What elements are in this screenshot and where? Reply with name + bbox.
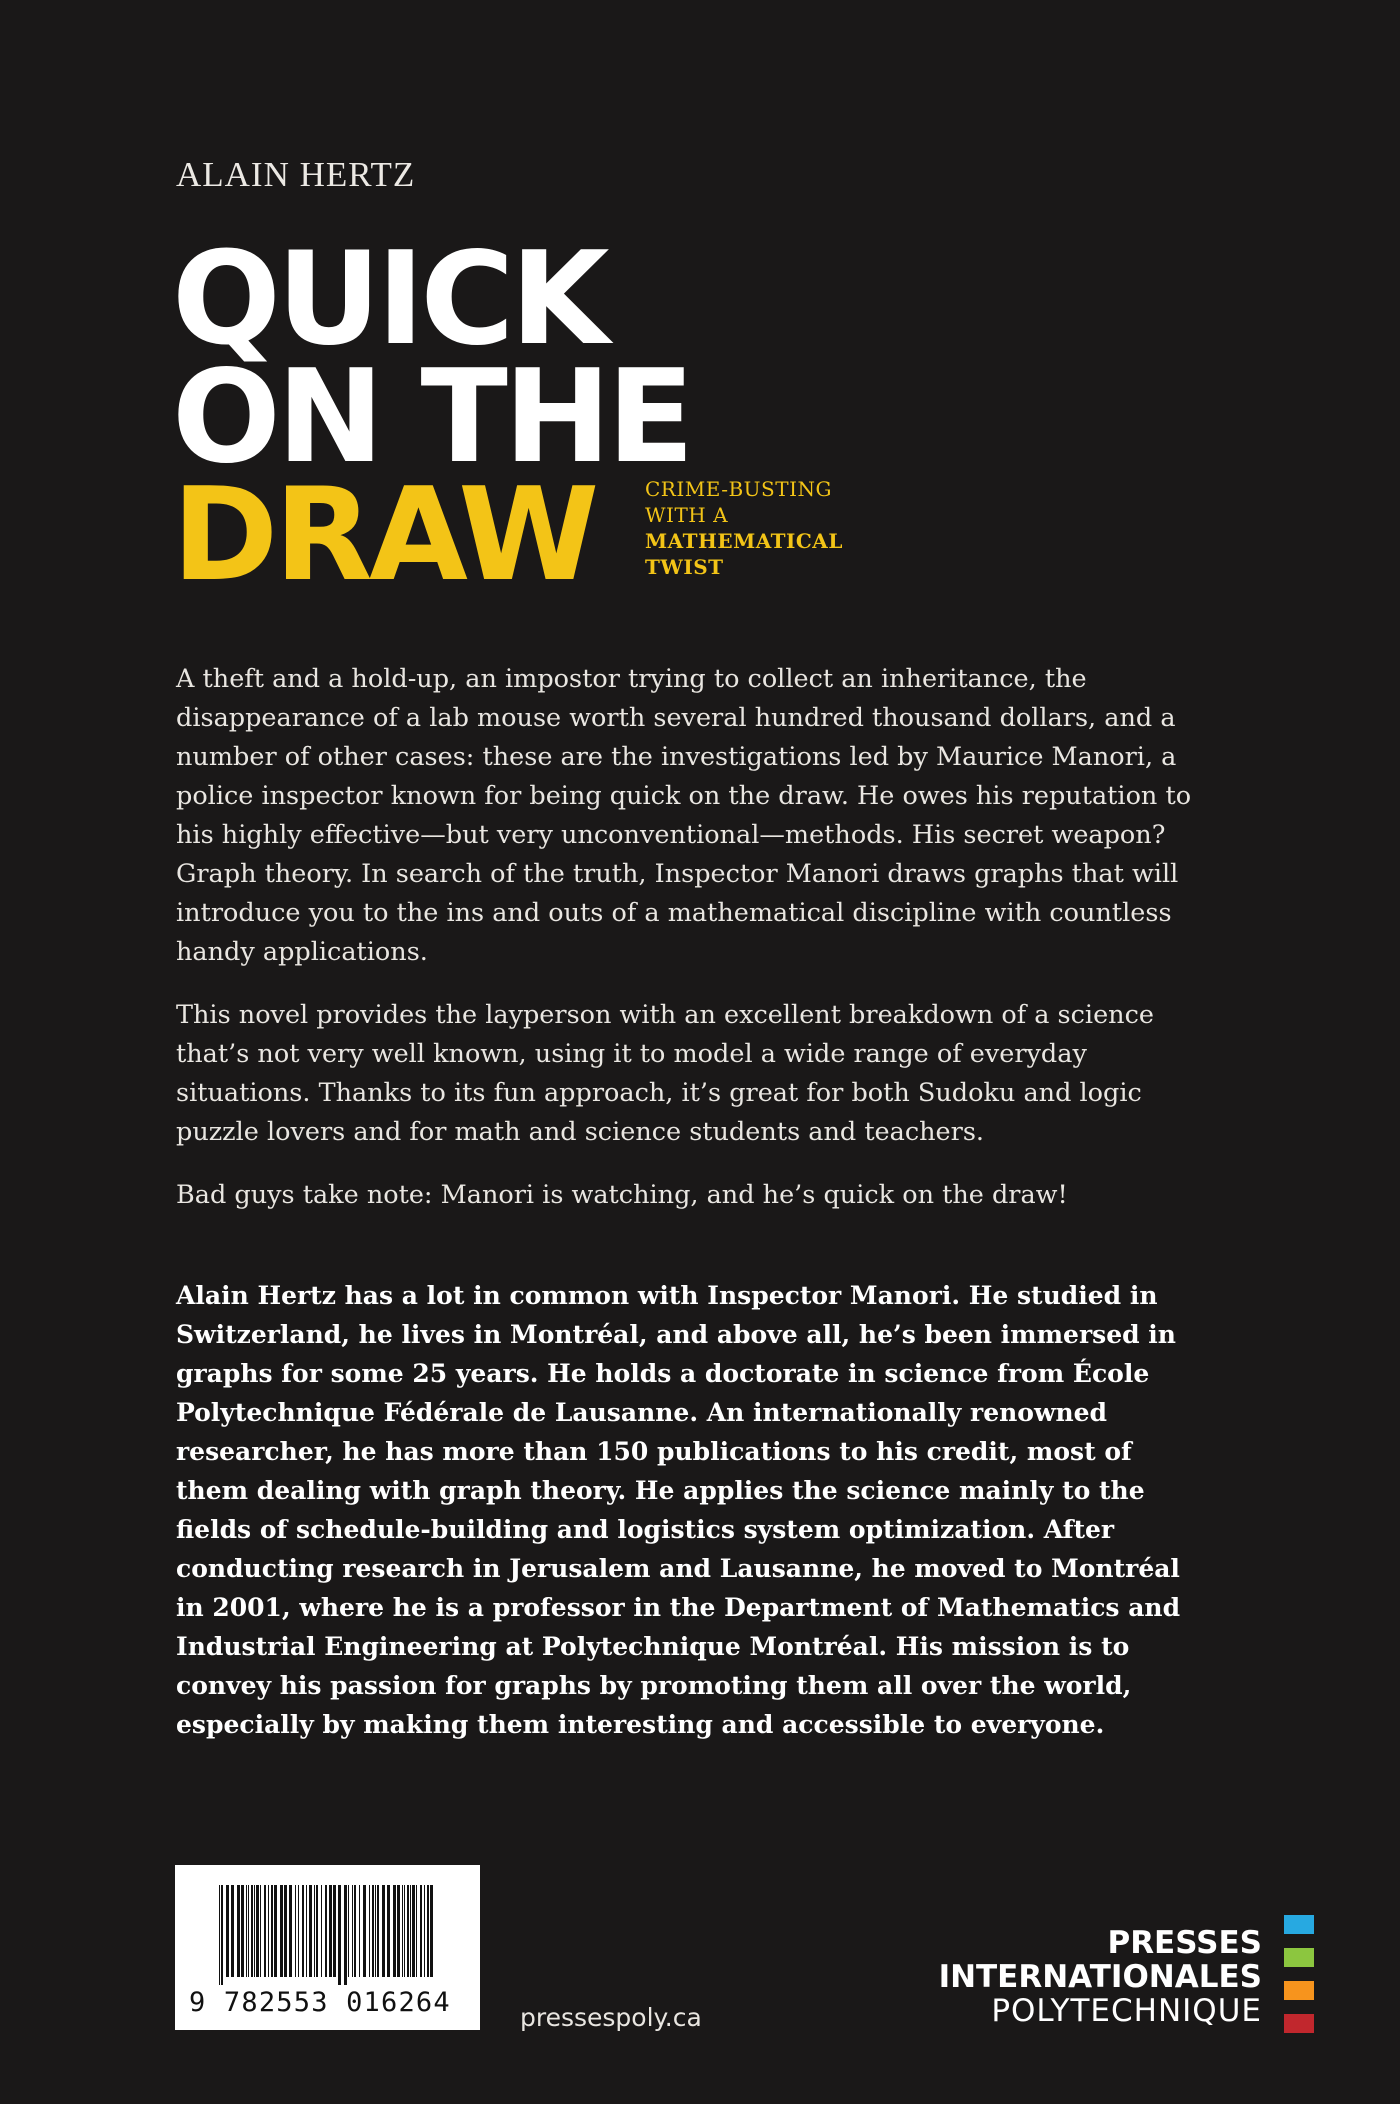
barcode-bar — [397, 1885, 400, 1977]
author-name: ALAIN HERTZ — [176, 155, 416, 194]
barcode-bar — [375, 1885, 376, 1977]
barcode-bar — [410, 1885, 411, 1977]
barcode-bar — [221, 1885, 223, 1985]
barcode-bar — [260, 1885, 261, 1977]
barcode-bar — [231, 1885, 234, 1977]
barcode-bar — [354, 1885, 356, 1977]
barcode-bar — [246, 1885, 247, 1977]
publisher-line-2: INTERNATIONALES — [938, 1959, 1262, 1995]
book-description — [176, 660, 1196, 1239]
barcode-bar — [295, 1885, 296, 1977]
book-subtitle — [645, 476, 843, 580]
barcode-bar — [268, 1885, 269, 1977]
barcode-number: 9 782553 016264 — [189, 1987, 451, 2018]
barcode-bars — [219, 1885, 437, 1985]
barcode-bar — [274, 1885, 277, 1977]
barcode-bar — [372, 1885, 374, 1977]
publisher-website[interactable]: pressespoly.ca — [520, 2003, 702, 2032]
barcode-bar — [363, 1885, 366, 1977]
logo-square-blue — [1284, 1915, 1314, 1934]
barcode-bar — [404, 1885, 405, 1977]
barcode — [175, 1865, 480, 2030]
barcode-bar — [382, 1885, 385, 1977]
barcode-bar — [316, 1885, 318, 1977]
barcode-bar — [393, 1885, 396, 1977]
barcode-bar — [427, 1885, 429, 1977]
barcode-bar — [430, 1885, 433, 1977]
barcode-bar — [309, 1885, 312, 1977]
logo-square-green — [1284, 1948, 1314, 1967]
barcode-bar — [329, 1885, 332, 1977]
barcode-bar — [314, 1885, 315, 1977]
barcode-bar — [338, 1885, 341, 1985]
subtitle-line-1: CRIME-BUSTING — [645, 477, 832, 501]
barcode-bar — [412, 1885, 415, 1977]
barcode-bar — [377, 1885, 379, 1977]
title-line-3: DRAW — [172, 461, 596, 610]
barcode-bar — [416, 1885, 417, 1977]
title-line-1: QUICK — [172, 225, 606, 374]
barcode-bar — [241, 1885, 244, 1977]
logo-square-orange — [1284, 1981, 1314, 2000]
barcode-bar — [387, 1885, 390, 1977]
barcode-bar — [325, 1885, 327, 1977]
barcode-bar — [420, 1885, 422, 1977]
barcode-bar — [352, 1885, 353, 1977]
barcode-bar — [226, 1885, 229, 1977]
barcode-bar — [333, 1885, 336, 1977]
subtitle-line-4: TWIST — [645, 555, 724, 579]
barcode-bar — [289, 1885, 292, 1977]
barcode-bar — [348, 1885, 349, 1977]
barcode-bar — [298, 1885, 299, 1977]
book-title — [172, 225, 691, 610]
barcode-bar — [280, 1885, 283, 1977]
barcode-bar — [251, 1885, 253, 1977]
logo-square-red — [1284, 2014, 1314, 2033]
subtitle-line-3: MATHEMATICAL — [645, 529, 843, 553]
barcode-bar — [256, 1885, 259, 1977]
barcode-bar — [302, 1885, 304, 1977]
barcode-bar — [264, 1885, 266, 1977]
barcode-bar — [424, 1885, 425, 1977]
barcode-bar — [306, 1885, 307, 1977]
barcode-bar — [237, 1885, 240, 1977]
barcode-bar — [271, 1885, 273, 1977]
title-line-2: ON THE — [172, 343, 691, 492]
barcode-bar — [407, 1885, 409, 1977]
publisher-logo-squares — [1284, 1915, 1314, 2047]
barcode-bar — [219, 1885, 220, 1985]
barcode-bar — [254, 1885, 255, 1977]
barcode-bar — [369, 1885, 370, 1977]
publisher-line-3: POLYTECHNIQUE — [991, 1993, 1262, 2029]
description-paragraph-2: This novel provides the layperson with an excellent breakdown of a science that’s not very well known, using it to model a wide range of everyday situations. Thanks to its fun approach, it’s great for both Sudoku and logic puzzle lovers and for math and science students and teachers. — [176, 1000, 1154, 1147]
publisher-line-1: PRESSES — [1107, 1925, 1262, 1961]
description-paragraph-1: A theft and a hold-up, an impostor trying to collect an inheritance, the disappearance of a lab mouse worth several hundred thousand dollars, and a number of other cases: these are the investigations led by Maurice Manori, a police inspector known for being quick on the draw. He owes his reputation to his highly effective—but very unconventional—methods. His secret weapon? Graph theory. In search of the truth, Inspector Manori draws graphs that will introduce you to the ins and outs of a mathematical discipline with countless handy applications. — [176, 664, 1192, 967]
publisher-logo-text — [939, 1926, 1262, 2028]
barcode-bar — [284, 1885, 287, 1977]
barcode-bar — [248, 1885, 249, 1977]
barcode-bar — [344, 1885, 347, 1985]
barcode-bar — [321, 1885, 322, 1977]
author-bio: Alain Hertz has a lot in common with Inspector Manori. He studied in Switzerland, he lives in Montréal, and above all, he’s been immersed in graphs for some 25 years. He holds a doctorate in science from École Polytechnique Fédérale de Lausanne. An internationally renowned researcher, he has more than 150 publications to his credit, most of them dealing with graph theory. He applies the science mainly to the fields of schedule-building and logistics system optimization. After conducting research in Jerusalem and Lausanne, he moved to Montréal in 2001, where he is a professor in the Department of Mathematics and Industrial Engineering at Polytechnique Montréal. His mission is to convey his passion for graphs by promoting them all over the world, especially by making them interesting and accessible to everyone. — [176, 1281, 1181, 1739]
subtitle-line-2: WITH A — [645, 503, 729, 527]
barcode-bar — [359, 1885, 360, 1977]
description-paragraph-3: Bad guys take note: Manori is watching, and he’s quick on the draw! — [176, 1180, 1068, 1210]
barcode-bar — [402, 1885, 403, 1977]
